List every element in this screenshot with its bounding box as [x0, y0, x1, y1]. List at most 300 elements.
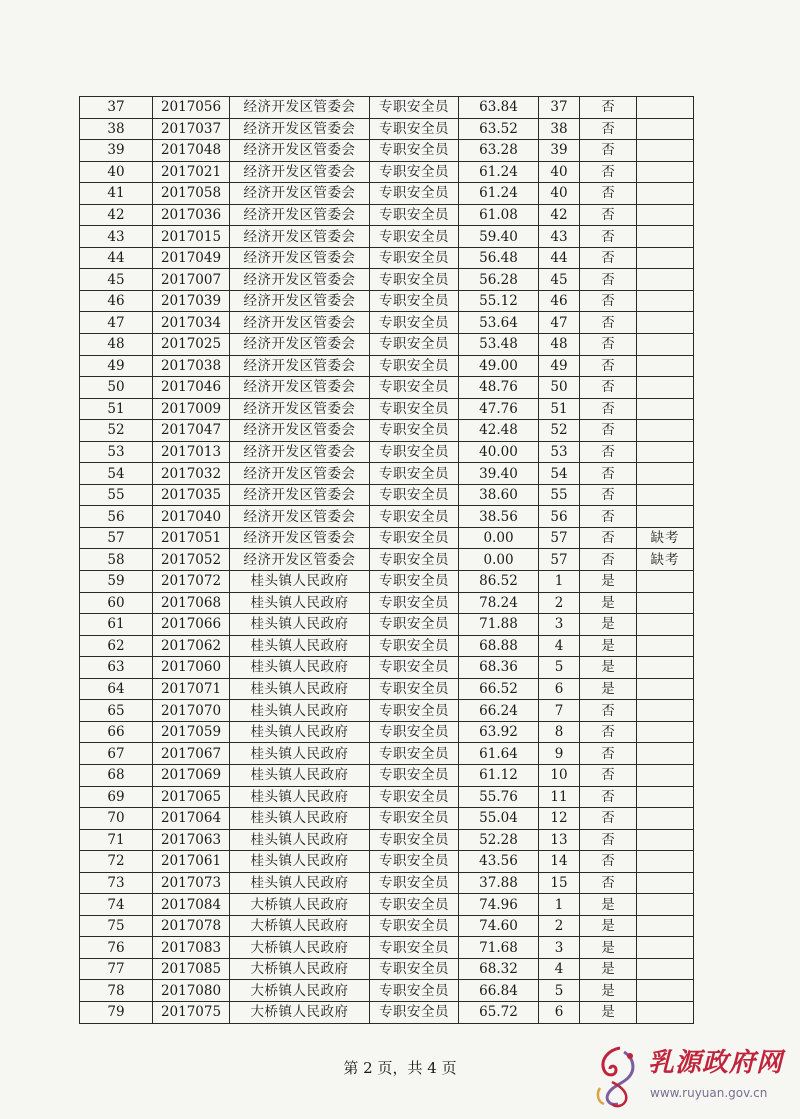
cell-qualified: 是	[580, 937, 637, 959]
cell-position: 专职安全员	[370, 377, 459, 399]
cell-seq: 39	[80, 140, 153, 162]
table-row	[80, 915, 694, 937]
cell-unit: 桂头镇人民政府	[230, 786, 370, 808]
cell-remark	[637, 484, 694, 506]
cell-score: 53.64	[459, 312, 539, 334]
cell-remark	[637, 851, 694, 873]
table-row	[80, 226, 694, 248]
cell-score: 52.28	[459, 829, 539, 851]
table-row	[80, 441, 694, 463]
cell-seq: 73	[80, 872, 153, 894]
table-row	[80, 872, 694, 894]
table-row	[80, 678, 694, 700]
cell-exam-id: 2017065	[153, 786, 230, 808]
cell-score: 0.00	[459, 549, 539, 571]
cell-position: 专职安全员	[370, 140, 459, 162]
table-row	[80, 571, 694, 593]
cell-score: 49.00	[459, 355, 539, 377]
cell-exam-id: 2017072	[153, 571, 230, 593]
cell-position: 专职安全员	[370, 420, 459, 442]
cell-qualified: 否	[580, 226, 637, 248]
cell-exam-id: 2017069	[153, 764, 230, 786]
table-row	[80, 312, 694, 334]
table-row	[80, 657, 694, 679]
cell-qualified: 否	[580, 851, 637, 873]
cell-score: 40.00	[459, 441, 539, 463]
cell-unit: 经济开发区管委会	[230, 247, 370, 269]
cell-remark	[637, 204, 694, 226]
cell-qualified: 否	[580, 355, 637, 377]
table-row	[80, 851, 694, 873]
table-row	[80, 398, 694, 420]
cell-qualified: 是	[580, 915, 637, 937]
cell-exam-id: 2017064	[153, 808, 230, 830]
cell-exam-id: 2017080	[153, 980, 230, 1002]
cell-qualified: 否	[580, 398, 637, 420]
cell-qualified: 是	[580, 980, 637, 1002]
cell-rank: 3	[539, 614, 580, 636]
table-row	[80, 786, 694, 808]
cell-rank: 40	[539, 161, 580, 183]
cell-seq: 57	[80, 527, 153, 549]
table-row	[80, 204, 694, 226]
cell-qualified: 否	[580, 334, 637, 356]
cell-score: 43.56	[459, 851, 539, 873]
cell-remark	[637, 937, 694, 959]
cell-rank: 38	[539, 118, 580, 140]
cell-position: 专职安全员	[370, 290, 459, 312]
cell-unit: 经济开发区管委会	[230, 549, 370, 571]
cell-position: 专职安全员	[370, 657, 459, 679]
cell-qualified: 否	[580, 700, 637, 722]
cell-unit: 经济开发区管委会	[230, 441, 370, 463]
table-row	[80, 937, 694, 959]
cell-seq: 59	[80, 571, 153, 593]
cell-score: 86.52	[459, 571, 539, 593]
cell-remark	[637, 312, 694, 334]
cell-unit: 桂头镇人民政府	[230, 678, 370, 700]
cell-exam-id: 2017039	[153, 290, 230, 312]
cell-qualified: 否	[580, 204, 637, 226]
table-row	[80, 269, 694, 291]
cell-exam-id: 2017007	[153, 269, 230, 291]
cell-rank: 3	[539, 937, 580, 959]
cell-seq: 37	[80, 97, 153, 119]
cell-seq: 60	[80, 592, 153, 614]
cell-unit: 大桥镇人民政府	[230, 980, 370, 1002]
cell-remark	[637, 140, 694, 162]
cell-seq: 78	[80, 980, 153, 1002]
cell-rank: 42	[539, 204, 580, 226]
cell-exam-id: 2017066	[153, 614, 230, 636]
cell-position: 专职安全员	[370, 334, 459, 356]
cell-score: 66.84	[459, 980, 539, 1002]
cell-exam-id: 2017025	[153, 334, 230, 356]
dragon-logo-icon	[590, 1042, 646, 1112]
table-row	[80, 420, 694, 442]
cell-qualified: 否	[580, 743, 637, 765]
cell-score: 68.88	[459, 635, 539, 657]
table-row	[80, 247, 694, 269]
table-row	[80, 484, 694, 506]
cell-exam-id: 2017070	[153, 700, 230, 722]
cell-exam-id: 2017032	[153, 463, 230, 485]
cell-score: 66.52	[459, 678, 539, 700]
results-table	[79, 96, 694, 1024]
cell-unit: 经济开发区管委会	[230, 161, 370, 183]
cell-unit: 桂头镇人民政府	[230, 614, 370, 636]
cell-position: 专职安全员	[370, 527, 459, 549]
cell-exam-id: 2017052	[153, 549, 230, 571]
cell-rank: 48	[539, 334, 580, 356]
cell-qualified: 是	[580, 571, 637, 593]
cell-seq: 77	[80, 958, 153, 980]
cell-qualified: 是	[580, 894, 637, 916]
cell-score: 55.04	[459, 808, 539, 830]
cell-qualified: 否	[580, 377, 637, 399]
cell-exam-id: 2017084	[153, 894, 230, 916]
table-row	[80, 635, 694, 657]
cell-exam-id: 2017078	[153, 915, 230, 937]
cell-position: 专职安全员	[370, 678, 459, 700]
cell-remark	[637, 808, 694, 830]
cell-exam-id: 2017034	[153, 312, 230, 334]
cell-seq: 75	[80, 915, 153, 937]
cell-qualified: 是	[580, 1001, 637, 1023]
cell-qualified: 否	[580, 721, 637, 743]
cell-remark	[637, 700, 694, 722]
cell-unit: 经济开发区管委会	[230, 506, 370, 528]
cell-unit: 经济开发区管委会	[230, 312, 370, 334]
cell-unit: 桂头镇人民政府	[230, 635, 370, 657]
cell-unit: 经济开发区管委会	[230, 527, 370, 549]
cell-qualified: 是	[580, 678, 637, 700]
watermark-site-name: 乳源政府网	[648, 1048, 784, 1078]
table-row	[80, 183, 694, 205]
cell-position: 专职安全员	[370, 937, 459, 959]
cell-unit: 经济开发区管委会	[230, 204, 370, 226]
cell-qualified: 否	[580, 269, 637, 291]
cell-seq: 74	[80, 894, 153, 916]
cell-score: 68.36	[459, 657, 539, 679]
cell-unit: 经济开发区管委会	[230, 140, 370, 162]
cell-rank: 5	[539, 657, 580, 679]
cell-remark	[637, 786, 694, 808]
cell-qualified: 否	[580, 872, 637, 894]
cell-seq: 38	[80, 118, 153, 140]
cell-position: 专职安全员	[370, 204, 459, 226]
cell-rank: 54	[539, 463, 580, 485]
cell-rank: 55	[539, 484, 580, 506]
table-row	[80, 764, 694, 786]
table-row	[80, 721, 694, 743]
cell-qualified: 否	[580, 312, 637, 334]
cell-exam-id: 2017067	[153, 743, 230, 765]
cell-seq: 65	[80, 700, 153, 722]
cell-seq: 54	[80, 463, 153, 485]
cell-exam-id: 2017083	[153, 937, 230, 959]
table-row	[80, 980, 694, 1002]
cell-position: 专职安全员	[370, 721, 459, 743]
cell-score: 63.92	[459, 721, 539, 743]
cell-remark	[637, 614, 694, 636]
cell-position: 专职安全员	[370, 872, 459, 894]
cell-score: 61.08	[459, 204, 539, 226]
cell-position: 专职安全员	[370, 571, 459, 593]
cell-seq: 58	[80, 549, 153, 571]
cell-remark	[637, 1001, 694, 1023]
cell-qualified: 是	[580, 592, 637, 614]
cell-position: 专职安全员	[370, 786, 459, 808]
cell-unit: 桂头镇人民政府	[230, 721, 370, 743]
cell-qualified: 否	[580, 290, 637, 312]
cell-remark	[637, 592, 694, 614]
cell-seq: 45	[80, 269, 153, 291]
cell-score: 63.52	[459, 118, 539, 140]
cell-rank: 44	[539, 247, 580, 269]
cell-score: 61.64	[459, 743, 539, 765]
cell-rank: 4	[539, 958, 580, 980]
cell-unit: 桂头镇人民政府	[230, 700, 370, 722]
cell-position: 专职安全员	[370, 764, 459, 786]
cell-exam-id: 2017040	[153, 506, 230, 528]
cell-score: 61.24	[459, 183, 539, 205]
cell-exam-id: 2017062	[153, 635, 230, 657]
cell-score: 0.00	[459, 527, 539, 549]
cell-exam-id: 2017046	[153, 377, 230, 399]
cell-seq: 43	[80, 226, 153, 248]
cell-qualified: 否	[580, 420, 637, 442]
cell-unit: 经济开发区管委会	[230, 377, 370, 399]
cell-qualified: 是	[580, 635, 637, 657]
cell-unit: 大桥镇人民政府	[230, 1001, 370, 1023]
cell-position: 专职安全员	[370, 743, 459, 765]
cell-score: 56.48	[459, 247, 539, 269]
cell-remark	[637, 420, 694, 442]
cell-position: 专职安全员	[370, 118, 459, 140]
cell-position: 专职安全员	[370, 269, 459, 291]
cell-position: 专职安全员	[370, 183, 459, 205]
cell-unit: 桂头镇人民政府	[230, 743, 370, 765]
cell-remark	[637, 764, 694, 786]
cell-seq: 42	[80, 204, 153, 226]
cell-rank: 1	[539, 894, 580, 916]
cell-position: 专职安全员	[370, 592, 459, 614]
cell-exam-id: 2017037	[153, 118, 230, 140]
cell-rank: 11	[539, 786, 580, 808]
cell-qualified: 否	[580, 97, 637, 119]
cell-seq: 51	[80, 398, 153, 420]
cell-remark	[637, 872, 694, 894]
cell-unit: 桂头镇人民政府	[230, 571, 370, 593]
cell-qualified: 否	[580, 463, 637, 485]
cell-score: 71.88	[459, 614, 539, 636]
cell-remark	[637, 915, 694, 937]
cell-rank: 57	[539, 527, 580, 549]
cell-remark	[637, 247, 694, 269]
cell-exam-id: 2017021	[153, 161, 230, 183]
cell-qualified: 否	[580, 764, 637, 786]
cell-unit: 桂头镇人民政府	[230, 829, 370, 851]
cell-position: 专职安全员	[370, 915, 459, 937]
cell-rank: 50	[539, 377, 580, 399]
cell-exam-id: 2017058	[153, 183, 230, 205]
table-row	[80, 377, 694, 399]
table-row	[80, 829, 694, 851]
cell-exam-id: 2017047	[153, 420, 230, 442]
cell-qualified: 否	[580, 140, 637, 162]
cell-seq: 61	[80, 614, 153, 636]
cell-seq: 71	[80, 829, 153, 851]
cell-unit: 桂头镇人民政府	[230, 872, 370, 894]
cell-exam-id: 2017009	[153, 398, 230, 420]
cell-seq: 46	[80, 290, 153, 312]
cell-remark	[637, 441, 694, 463]
cell-rank: 49	[539, 355, 580, 377]
cell-rank: 6	[539, 1001, 580, 1023]
cell-rank: 57	[539, 549, 580, 571]
cell-remark	[637, 334, 694, 356]
cell-unit: 经济开发区管委会	[230, 290, 370, 312]
cell-qualified: 是	[580, 657, 637, 679]
cell-exam-id: 2017035	[153, 484, 230, 506]
cell-qualified: 否	[580, 549, 637, 571]
cell-exam-id: 2017015	[153, 226, 230, 248]
table-row	[80, 614, 694, 636]
cell-unit: 经济开发区管委会	[230, 334, 370, 356]
cell-position: 专职安全员	[370, 894, 459, 916]
cell-unit: 经济开发区管委会	[230, 420, 370, 442]
cell-unit: 桂头镇人民政府	[230, 657, 370, 679]
table-row	[80, 958, 694, 980]
cell-score: 66.24	[459, 700, 539, 722]
cell-rank: 45	[539, 269, 580, 291]
cell-remark	[637, 463, 694, 485]
cell-position: 专职安全员	[370, 958, 459, 980]
cell-seq: 55	[80, 484, 153, 506]
cell-position: 专职安全员	[370, 441, 459, 463]
cell-qualified: 否	[580, 527, 637, 549]
cell-position: 专职安全员	[370, 614, 459, 636]
table-row	[80, 1001, 694, 1023]
cell-exam-id: 2017059	[153, 721, 230, 743]
cell-position: 专职安全员	[370, 980, 459, 1002]
cell-rank: 14	[539, 851, 580, 873]
cell-qualified: 否	[580, 183, 637, 205]
cell-remark	[637, 635, 694, 657]
cell-qualified: 是	[580, 958, 637, 980]
cell-score: 71.68	[459, 937, 539, 959]
cell-exam-id: 2017056	[153, 97, 230, 119]
cell-unit: 大桥镇人民政府	[230, 958, 370, 980]
cell-position: 专职安全员	[370, 312, 459, 334]
table-row	[80, 894, 694, 916]
cell-score: 42.48	[459, 420, 539, 442]
cell-score: 38.60	[459, 484, 539, 506]
cell-seq: 56	[80, 506, 153, 528]
cell-unit: 经济开发区管委会	[230, 269, 370, 291]
cell-score: 53.48	[459, 334, 539, 356]
cell-exam-id: 2017075	[153, 1001, 230, 1023]
cell-position: 专职安全员	[370, 398, 459, 420]
cell-unit: 经济开发区管委会	[230, 118, 370, 140]
cell-score: 59.40	[459, 226, 539, 248]
cell-rank: 6	[539, 678, 580, 700]
table-row	[80, 334, 694, 356]
cell-rank: 7	[539, 700, 580, 722]
cell-exam-id: 2017038	[153, 355, 230, 377]
cell-remark	[637, 183, 694, 205]
cell-rank: 46	[539, 290, 580, 312]
cell-score: 38.56	[459, 506, 539, 528]
cell-score: 74.96	[459, 894, 539, 916]
cell-position: 专职安全员	[370, 506, 459, 528]
cell-unit: 桂头镇人民政府	[230, 851, 370, 873]
cell-position: 专职安全员	[370, 549, 459, 571]
cell-qualified: 否	[580, 829, 637, 851]
cell-exam-id: 2017036	[153, 204, 230, 226]
table-row	[80, 527, 694, 549]
cell-unit: 经济开发区管委会	[230, 97, 370, 119]
table-row	[80, 743, 694, 765]
cell-seq: 67	[80, 743, 153, 765]
cell-seq: 69	[80, 786, 153, 808]
cell-score: 47.76	[459, 398, 539, 420]
cell-position: 专职安全员	[370, 1001, 459, 1023]
cell-rank: 37	[539, 97, 580, 119]
cell-rank: 8	[539, 721, 580, 743]
cell-qualified: 否	[580, 441, 637, 463]
cell-exam-id: 2017085	[153, 958, 230, 980]
cell-rank: 15	[539, 872, 580, 894]
table-row	[80, 700, 694, 722]
cell-remark: 缺考	[637, 549, 694, 571]
cell-exam-id: 2017061	[153, 851, 230, 873]
cell-remark	[637, 377, 694, 399]
cell-score: 78.24	[459, 592, 539, 614]
cell-exam-id: 2017013	[153, 441, 230, 463]
cell-seq: 52	[80, 420, 153, 442]
cell-qualified: 否	[580, 247, 637, 269]
table-row	[80, 549, 694, 571]
cell-unit: 经济开发区管委会	[230, 398, 370, 420]
cell-position: 专职安全员	[370, 851, 459, 873]
cell-exam-id: 2017068	[153, 592, 230, 614]
cell-qualified: 否	[580, 506, 637, 528]
cell-score: 74.60	[459, 915, 539, 937]
table-row	[80, 97, 694, 119]
cell-unit: 经济开发区管委会	[230, 463, 370, 485]
cell-position: 专职安全员	[370, 355, 459, 377]
cell-qualified: 否	[580, 118, 637, 140]
cell-rank: 2	[539, 592, 580, 614]
cell-rank: 10	[539, 764, 580, 786]
cell-rank: 2	[539, 915, 580, 937]
cell-remark	[637, 571, 694, 593]
cell-position: 专职安全员	[370, 635, 459, 657]
cell-exam-id: 2017048	[153, 140, 230, 162]
cell-seq: 68	[80, 764, 153, 786]
cell-unit: 桂头镇人民政府	[230, 764, 370, 786]
cell-seq: 47	[80, 312, 153, 334]
cell-remark	[637, 894, 694, 916]
cell-rank: 56	[539, 506, 580, 528]
site-watermark	[590, 1042, 790, 1112]
cell-score: 48.76	[459, 377, 539, 399]
table-row	[80, 355, 694, 377]
cell-remark	[637, 118, 694, 140]
cell-seq: 41	[80, 183, 153, 205]
